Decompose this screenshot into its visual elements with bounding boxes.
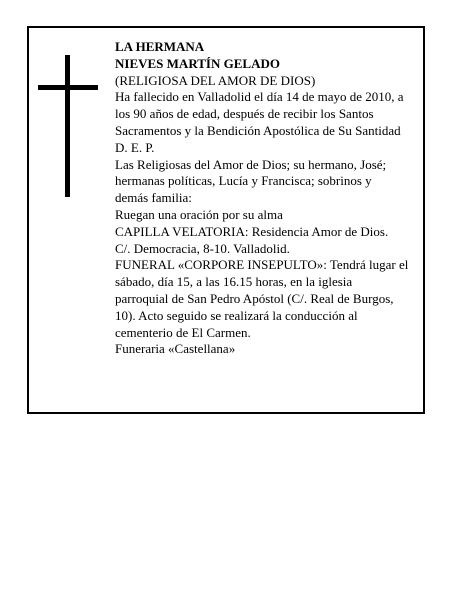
obituary-text — [115, 39, 427, 358]
death-announcement-line: Sacramentos y la Bendición Apostólica de Su Santidad — [115, 122, 401, 138]
cross-horizontal-bar — [38, 85, 98, 90]
cross-vertical-bar — [65, 55, 70, 197]
wake-chapel-line: CAPILLA VELATORIA: Residencia Amor de Dios. — [115, 223, 389, 239]
funeral-line: parroquial de San Pedro Apóstol (C/. Real de Burgos, — [115, 290, 394, 306]
funeral-home: Funeraria «Castellana» — [115, 341, 236, 357]
family-line: Las Religiosas del Amor de Dios; su hermano, José; — [115, 156, 387, 172]
latin-cross-icon — [38, 55, 98, 197]
family-line: hermanas políticas, Lucía y Francisca; sobrinos y — [115, 173, 372, 189]
wake-address-line: C/. Democracia, 8-10. Valladolid. — [115, 240, 290, 256]
religious-order: (RELIGIOSA DEL AMOR DE DIOS) — [115, 72, 316, 88]
funeral-line: cementerio de El Carmen. — [115, 324, 251, 340]
death-announcement-line: los 90 años de edad, después de recibir los Santos — [115, 106, 374, 122]
deceased-name: NIEVES MARTÍN GELADO — [115, 55, 280, 71]
death-announcement-line: Ha fallecido en Valladolid el día 14 de mayo de 2010, a — [115, 89, 404, 105]
deceased-title: LA HERMANA — [115, 39, 205, 54]
rip-line: D. E. P. — [115, 139, 155, 155]
family-line: demás familia: — [115, 190, 192, 206]
funeral-line: sábado, día 15, a las 16.15 horas, en la iglesia — [115, 274, 353, 290]
funeral-line: 10). Acto seguido se realizará la conducción al — [115, 307, 358, 323]
funeral-line: FUNERAL «CORPORE INSEPULTO»: Tendrá lugar el — [115, 257, 409, 273]
prayer-request: Ruegan una oración por su alma — [115, 206, 283, 222]
